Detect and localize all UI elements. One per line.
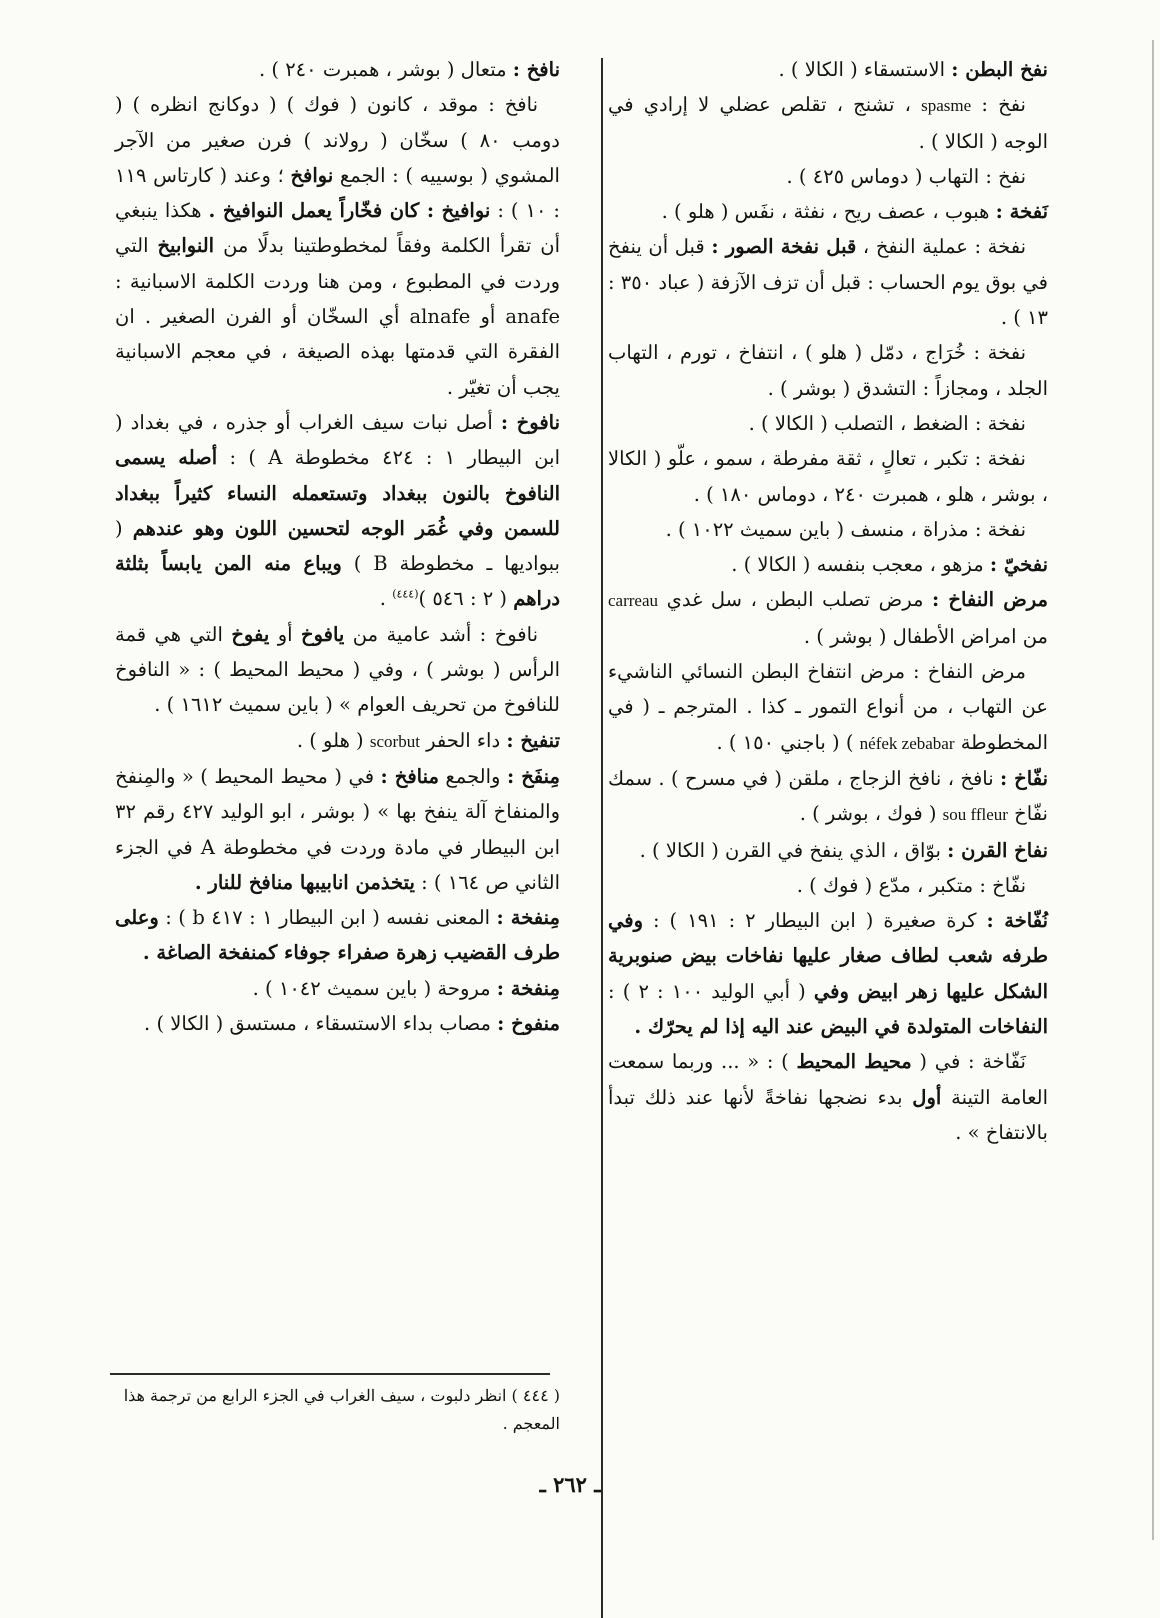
- dictionary-entry: [608, 582, 1048, 654]
- entry-text: ( فوك ، بوشر ) .: [799, 802, 943, 826]
- entry-text: الاستسقاء ( الكالا ) .: [778, 58, 952, 81]
- headword: نَفخة :: [995, 200, 1048, 224]
- entry-text: والجمع: [438, 764, 507, 788]
- dictionary-entry: [608, 512, 1048, 547]
- dictionary-entry: [608, 229, 1048, 335]
- quoted-text: أصله يسمى النافوخ بالنون ببغداد وتستعمله النساء كثيراً ببغداد للسمن وفي غُمَر الوجه لتحسين اللون وهو عندهم: [115, 446, 560, 540]
- headword: نفاخ القرن :: [947, 838, 1048, 862]
- entry-text: التي وردت في المطبوع ، ومن هنا وردت الكلمة الاسبانية : anafe أو alnafe أي السخّان أو الفرن الصغير . ان الفقرة التي قدمتها بهذه الصيغة ، في معجم الاسبانية يجب أن تغيّر .: [115, 234, 560, 399]
- dictionary-entry: [115, 759, 560, 900]
- footnote: ( ٤٤٤ ) انظر دلبوت ، سيف الغراب في الجزء الرابع من ترجمة هذا المعجم .: [123, 1386, 560, 1433]
- dictionary-entry: [115, 87, 560, 405]
- headword: نفخيّ :: [989, 553, 1048, 577]
- quoted-text: يفوخ: [231, 622, 270, 646]
- entry-text: نفخة : خُرَاج ، دمّل ( هلو ) ، انتفاخ ، تورم ، التهاب الجلد ، ومجازاً : التشدق ( بوشر ) .: [608, 341, 1048, 400]
- entry-text: ( هلو ) .: [296, 728, 370, 752]
- left-column: [115, 52, 560, 1041]
- entry-text: داء الحفر: [419, 728, 507, 752]
- entry-text: ؛ وعند ( كارتاس ١١٩ : ١٠ ) :: [115, 163, 560, 223]
- scan-edge: [1152, 40, 1154, 1540]
- quoted-text: يافوخ: [300, 622, 345, 646]
- dictionary-entry: [115, 971, 560, 1006]
- entry-text: ) : « ... وربما سمعت العامة التينة: [608, 1050, 1048, 1109]
- entry-text: نفخة : الضغط ، التصلب ( الكالا ) .: [748, 411, 1026, 435]
- dictionary-entry: [115, 52, 560, 87]
- entry-text: ( ٢ : ٥٤٦ ): [418, 587, 514, 611]
- quoted-text: وفي طرفه شعب لطاف صغار عليها نفاخات بيض صنوبرية الشكل عليها زهر ابيض وفي: [608, 909, 1049, 1003]
- dictionary-entry: [608, 87, 1048, 159]
- entry-text: كرة صغيرة ( ابن البيطار ٢ : ١٩١ ) :: [643, 909, 987, 933]
- dictionary-entry: [608, 52, 1048, 87]
- entry-text: نَفّاخة : في (: [911, 1050, 1026, 1074]
- entry-text: أصل نبات سيف الغراب أو جذره ، في بغداد ( ابن البيطار ١ : ٤٢٤ مخطوطة A ) :: [115, 410, 560, 470]
- dictionary-entry: [115, 1006, 560, 1041]
- entry-text: .: [379, 587, 393, 611]
- entry-text: مصاب بداء الاستسقاء ، مستسق ( الكالا ) .: [144, 1012, 498, 1036]
- headword: مِنفخة :: [496, 906, 560, 930]
- dictionary-entry: [608, 761, 1048, 833]
- page-number: ـ ٢٦٢ ـ: [539, 1472, 601, 1497]
- headword: مِنفَخ :: [506, 764, 560, 788]
- entry-text: نافخ : موقد ، كانون ( فوك ) ( دوكانج انظره ) ( دومب ٨٠ ) سخّان ( رولاند ) فرن صغير من الآجر المشوي ( بوسييه ) : الجمع: [115, 93, 560, 187]
- dictionary-entry: [115, 617, 560, 723]
- headword: نافخ :: [512, 58, 560, 81]
- latin-term: scorbut: [369, 731, 420, 751]
- quoted-text: قبل نفخة الصور :: [711, 235, 857, 259]
- right-column: [608, 52, 1048, 1150]
- headword: مِنفخة :: [496, 976, 560, 1000]
- entry-text: نفّاخ : متكبر ، مدّع ( فوك ) .: [796, 873, 1026, 897]
- latin-term: spasme: [921, 96, 972, 116]
- dictionary-entry: [608, 903, 1048, 1044]
- quoted-text: نوافخ: [290, 163, 334, 187]
- entry-text: نفخة : عملية النفخ ،: [856, 235, 1026, 259]
- entry-text: هكذا ينبغي أن تقرأ الكلمة وفقاً لمخطوطتينا بدلًا من: [115, 199, 560, 258]
- dictionary-entry: [608, 833, 1048, 868]
- latin-term: néfek zebabar: [859, 733, 955, 753]
- entry-text: نفخة : تكبر ، تعالٍ ، ثقة مفرطة ، سمو ، علّو ( الكالا ، بوشر ، هلو ، همبرت ٢٤٠ ، دوماس ١٨٠ ) .: [608, 447, 1048, 506]
- quoted-text: نوافيخ : كان فخّاراً يعمل النوافيخ .: [208, 199, 491, 223]
- headword: نفّاخ :: [1000, 766, 1049, 790]
- entry-text: متعال ( بوشر ، همبرت ٢٤٠ ) .: [259, 58, 513, 81]
- dictionary-entry: [608, 194, 1048, 229]
- entry-text: نفخ :: [971, 93, 1026, 117]
- quoted-text: أول: [912, 1085, 942, 1109]
- quoted-text: النوابيخ: [157, 234, 215, 258]
- latin-term: carreau: [608, 591, 659, 611]
- entry-text: ) ( باجني ١٥٠ ) .: [716, 730, 860, 754]
- column-divider: [601, 58, 603, 1618]
- headword: منفوخ :: [497, 1012, 560, 1036]
- quoted-text: يتخذمن انابيبها منافخ للنار .: [194, 870, 415, 894]
- quoted-text: منافخ :: [380, 764, 439, 788]
- footnote-ref: (٤٤٤): [392, 587, 419, 601]
- headword: نافوخ :: [500, 410, 561, 434]
- entry-text: نافخ ، نافخ الزجاج ، ملقن ( في مسرح ) . سمك نفّاخ: [608, 766, 1048, 826]
- dictionary-entry: [608, 654, 1048, 761]
- latin-term: sou ffleur: [942, 805, 1008, 825]
- entry-text: بدء نضجها نفاخةً لأنها عند ذلك تبدأ بالانتفاخ » .: [608, 1085, 1048, 1144]
- headword: مرض النفاخ :: [932, 588, 1048, 612]
- entry-text: ( ببواديها ـ مخطوطة B ): [115, 516, 560, 576]
- dictionary-entry: [115, 405, 560, 617]
- dictionary-entry: [115, 900, 560, 971]
- quoted-text: النفاخات المتولدة في البيض عند اليه إذا لم يحرّك .: [634, 1015, 1048, 1039]
- quoted-text: محيط المحيط: [796, 1050, 912, 1074]
- entry-text: نافوخ : أشد عامية من: [344, 622, 539, 646]
- headword: تنفيخ :: [506, 728, 560, 752]
- entry-text: قبل أن ينفخ في بوق يوم الحساب : قبل أن تزف الآزفة ( عباد ٣٥٠ : ١٣ ) .: [608, 235, 1048, 330]
- entry-text: ( أبي الوليد ١٠٠ : ٢ ) :: [608, 979, 814, 1003]
- dictionary-entry: [608, 335, 1048, 406]
- quoted-text: ويباع منه المن يابساً بثلثة دراهم: [115, 552, 560, 611]
- dictionary-entry: [608, 1044, 1048, 1150]
- quoted-text: وعلى طرف القضيب زهرة صفراء جوفاء كمنفخة الصاغة .: [115, 906, 560, 965]
- entry-text: نفخ : التهاب ( دوماس ٤٢٥ ) .: [786, 164, 1026, 188]
- entry-text: التي هي قمة الرأس ( بوشر ) ، وفي ( محيط المحيط ) : « النافوخ للنافوخ من تحريف العوام » ( باين سميث ١٦١٢ ) .: [115, 622, 560, 717]
- entry-text: نفخة : مذراة ، منسف ( باين سميث ١٠٢٢ ) .: [665, 517, 1026, 541]
- dictionary-entry: [608, 441, 1048, 512]
- entry-text: من امراض الأطفال ( بوشر ) .: [803, 624, 1048, 648]
- entry-text: مرض تصلب البطن ، سل غدي: [658, 588, 933, 612]
- dictionary-entry: [115, 723, 560, 759]
- headword: نفخ البطن :: [951, 58, 1048, 81]
- entry-text: مزهو ، معجب بنفسه ( الكالا ) .: [731, 553, 990, 577]
- dictionary-entry: [608, 406, 1048, 441]
- entry-text: مرض النفاخ : مرض انتفاخ البطن النسائي الناشيء عن التهاب ، من أنواع التمور ـ كذا . المترجم ـ ( في المخطوطة: [608, 660, 1048, 754]
- dictionary-entry: [608, 159, 1048, 194]
- entry-text: في ( محيط المحيط ) « والمِنفخ والمنفاخ آلة ينفخ بها » ( بوشر ، ابو الوليد ٤٢٧ رقم ٣٢ ابن البيطار في مادة وردت في مخطوطة A في الجزء الثاني ص ١٦٤ ) :: [115, 764, 560, 894]
- entry-text: بوّاق ، الذي ينفخ في القرن ( الكالا ) .: [639, 838, 948, 862]
- dictionary-entry: [608, 868, 1048, 903]
- entry-text: مروحة ( باين سميث ١٠٤٢ ) .: [252, 976, 497, 1000]
- footnote-rule: [110, 1373, 550, 1375]
- entry-text: هبوب ، عصف ريح ، نفثة ، نفَس ( هلو ) .: [661, 200, 996, 224]
- entry-text: أو: [269, 622, 301, 646]
- entry-text: ، تشنج ، تقلص عضلي لا إرادي في الوجه ( الكالا ) .: [608, 93, 1048, 153]
- dictionary-entry: [608, 547, 1048, 582]
- headword: نُفّاخة :: [986, 909, 1048, 933]
- entry-text: المعنى نفسه ( ابن البيطار ١ : ٤١٧ b ) :: [158, 906, 497, 930]
